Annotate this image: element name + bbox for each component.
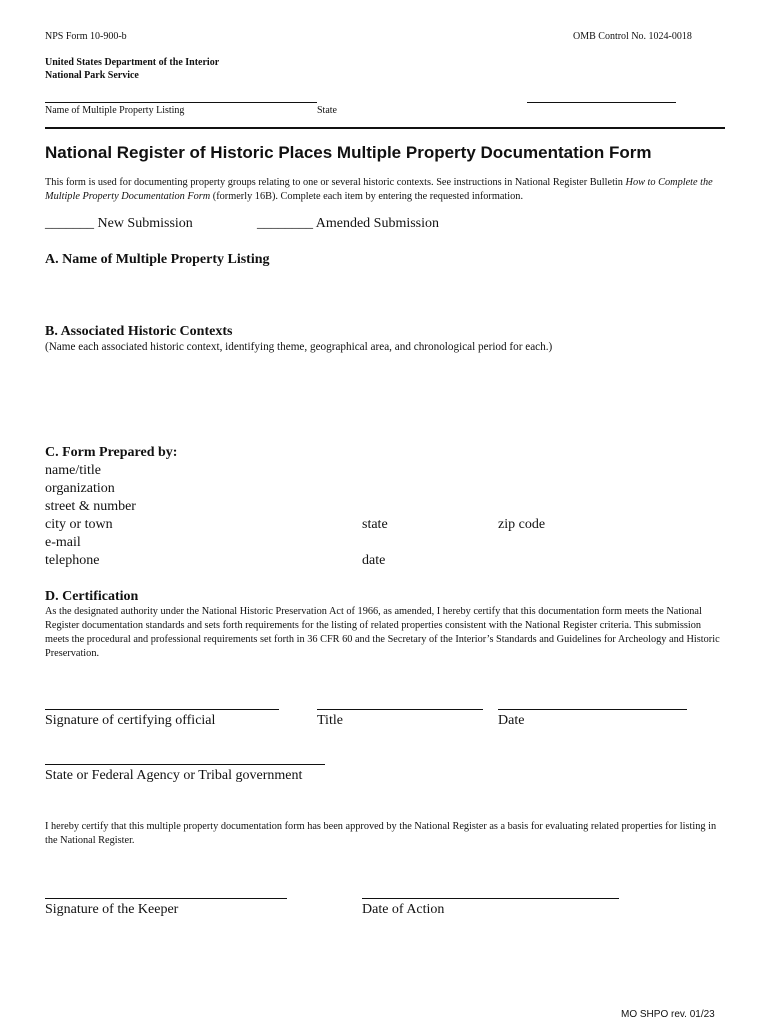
section-d-heading: D. Certification [45, 589, 139, 604]
title-line[interactable] [317, 709, 483, 710]
intro-paragraph: This form is used for documenting property groups relating to one or several historic contexts. See instructions in National Register Bulletin How to Complete the Multiple Property Documentation Form (formerly 16B). Complete each item by entering the requested information. [45, 177, 713, 202]
amended-submission-option[interactable]: ________ Amended Submission [257, 216, 440, 231]
name-title-label: name/title [45, 463, 101, 478]
keeper-signature-label: Signature of the Keeper [45, 902, 179, 917]
date-of-action-line[interactable] [362, 898, 619, 899]
date-of-action-label: Date of Action [362, 902, 445, 917]
omb-control-number: OMB Control No. 1024-0018 [573, 31, 692, 42]
header-divider [45, 127, 725, 129]
keeper-certification-text: I hereby certify that this multiple property documentation form has been approved by the National Register as a basis for evaluating related properties for listing in the National Register. [45, 821, 717, 846]
section-b-note: (Name each associated historic context, identifying theme, geographical area, and chronological period for each.) [45, 341, 553, 353]
title-label: Title [317, 713, 343, 728]
state-label: State [317, 105, 337, 116]
page-title: National Register of Historic Places Multiple Property Documentation Form [45, 143, 652, 162]
agency-line[interactable] [45, 764, 325, 765]
email-label: e-mail [45, 535, 81, 550]
department-line: United States Department of the Interior [45, 57, 220, 68]
certification-text: As the designated authority under the National Historic Preservation Act of 1966, as amended, I hereby certify that this documentation form meets the National Register documentation standards and sets forth requirements for the listing of related properties consistent with the National Register criteria. This submission meets the procedural and professional requirements set forth in 36 CFR 60 and the Secretary of the Interior’s Standards and Guidelines for Archeology and Historic Preservation. [45, 606, 720, 659]
street-label: street & number [45, 499, 136, 514]
header-right-line[interactable] [527, 102, 676, 103]
section-a-heading: A. Name of Multiple Property Listing [45, 252, 270, 267]
section-c-heading: C. Form Prepared by: [45, 445, 178, 460]
listing-name-label: Name of Multiple Property Listing [45, 105, 185, 116]
agency-line: National Park Service [45, 70, 139, 81]
section-b-heading: B. Associated Historic Contexts [45, 324, 233, 339]
organization-label: organization [45, 481, 115, 496]
official-signature-line[interactable] [45, 709, 279, 710]
agency-label: State or Federal Agency or Tribal government [45, 768, 303, 783]
official-signature-label: Signature of certifying official [45, 713, 216, 728]
listing-name-line[interactable] [45, 102, 317, 103]
date-label: date [362, 553, 386, 568]
footer-revision: MO SHPO rev. 01/23 [621, 1009, 715, 1020]
form-number: NPS Form 10-900-b [45, 31, 127, 42]
telephone-label: telephone [45, 553, 100, 568]
keeper-signature-line[interactable] [45, 898, 287, 899]
signature-date-label: Date [498, 713, 525, 728]
city-label: city or town [45, 517, 113, 532]
state-field-label: state [362, 517, 388, 532]
date-line[interactable] [498, 709, 687, 710]
new-submission-option[interactable]: _______ New Submission [45, 216, 193, 231]
zip-code-label: zip code [498, 517, 546, 532]
